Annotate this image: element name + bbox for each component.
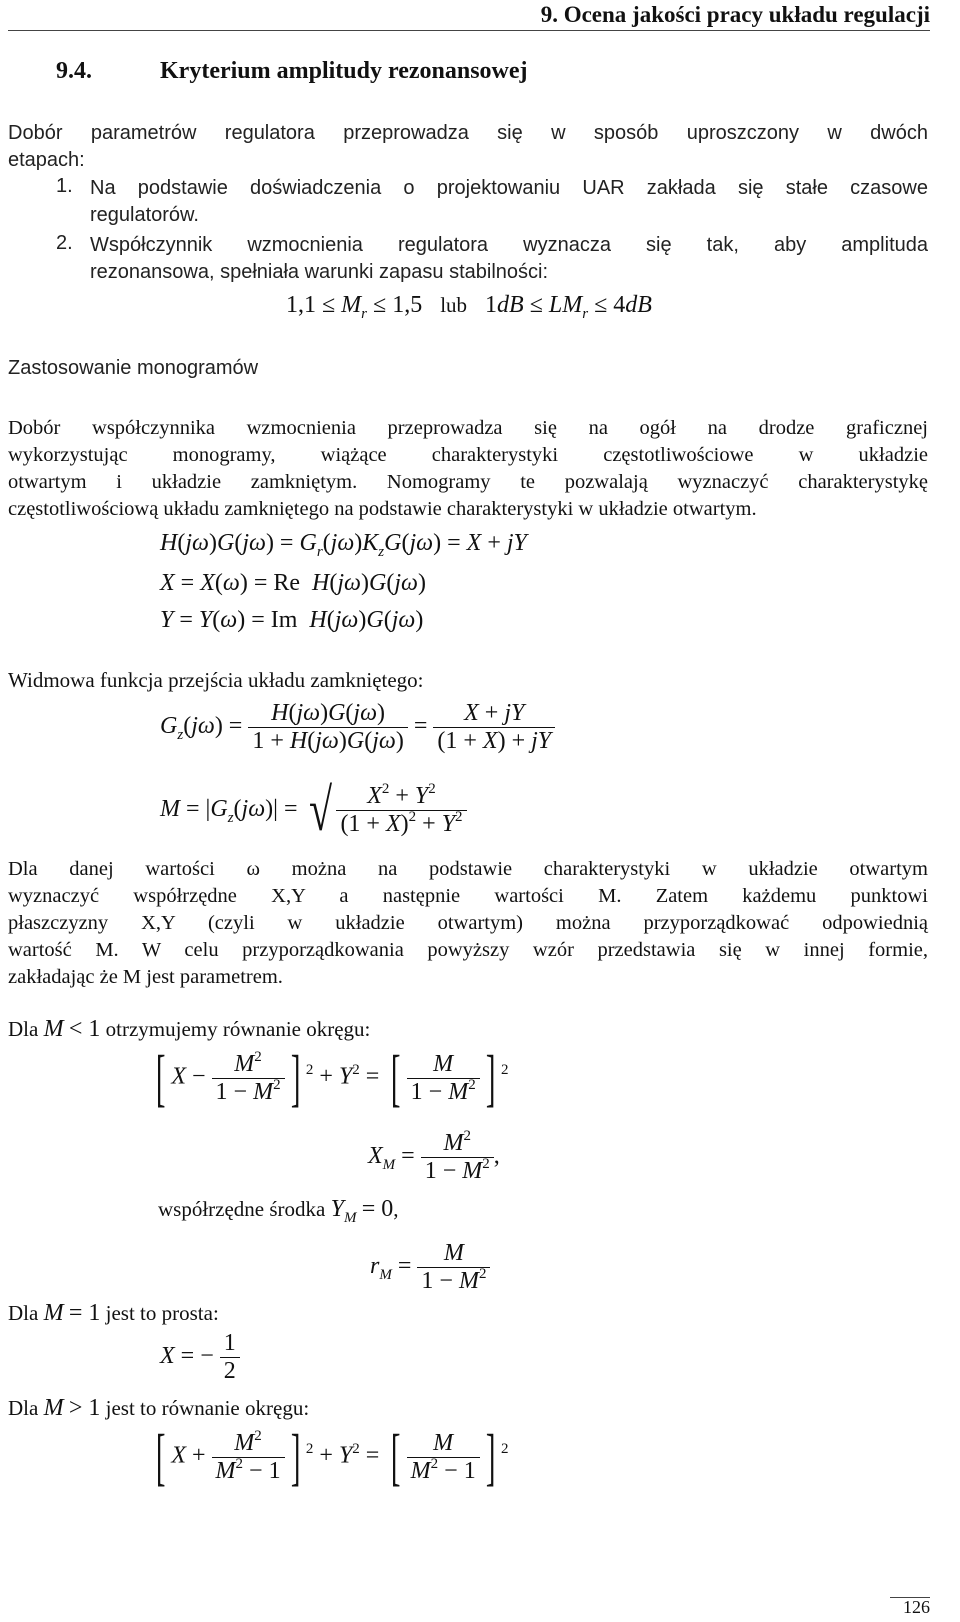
list-item-2-line-1: Współczynnik wzmocnienia regulatora wyznacza się tak, aby amplituda bbox=[90, 234, 928, 256]
cond-or: lub bbox=[440, 293, 468, 317]
equation-line-x: X = − $\frac{1}{2}$ bbox=[160, 1330, 240, 1385]
stability-condition: $1,1 \le M_r \le 1,5$ lub $1dB \le LM_r \le 4dB$ bbox=[286, 292, 652, 322]
case-m-equal-1: Dla M = 1 jest to prosta: bbox=[8, 1300, 219, 1326]
list-item-2 bbox=[90, 232, 928, 286]
equation-circle-m-greater-1: [ X + $\frac{M^2}{M^2 - 1}$ ] $^2 + Y^2$ = [ $\frac{M}{M^2 - 1}$ ] $^2$ bbox=[155, 1421, 509, 1492]
section-number: 9.4. bbox=[56, 58, 92, 84]
equation-y-imag: Y = Y(ω) = Im H(jω)G(jω) bbox=[160, 607, 424, 633]
case3-prefix: Dla bbox=[8, 1396, 39, 1420]
equation-center-x: $X_M$ = $\frac{M^2}{1 - M^2}$ , bbox=[368, 1128, 500, 1184]
chapter-header: 9. Ocena jakości pracy układu regulacji bbox=[540, 2, 930, 27]
explanation-paragraph bbox=[8, 856, 928, 991]
case-m-less-1: Dla M < 1 otrzymujemy równanie okręgu: bbox=[8, 1016, 371, 1042]
para2-line-3: otwartym i układzie zamkniętym. Nomogramy te pozwalają wyznaczyć charakterystykę bbox=[8, 471, 928, 493]
case1-suffix: otrzymujemy równanie okręgu: bbox=[105, 1017, 371, 1041]
nomogram-paragraph bbox=[8, 415, 928, 523]
header-rule bbox=[8, 30, 930, 31]
cond-upper-value: 1,5 bbox=[392, 292, 423, 318]
center-y-line: współrzędne środka $Y_M = 0$, bbox=[158, 1196, 399, 1226]
list-number-2: 2. bbox=[56, 232, 73, 254]
cond-db-lower: 1 bbox=[485, 292, 498, 318]
equation-magnitude: $M = |G_z(j\omega)|$ = √ $\frac{X^2 + Y^2}{(1 + X)^2 + Y^2}$ bbox=[160, 776, 467, 845]
equation-open-loop: $H(j\omega)G(j\omega) = G_r(j\omega)K_zG(j\omega) = X$ + jY bbox=[160, 530, 527, 560]
list-item-1 bbox=[90, 175, 928, 229]
list-number-1: 1. bbox=[56, 175, 73, 197]
im-operator: Im bbox=[270, 607, 298, 633]
para4-line-3: płaszczyzny X,Y (czyli w układzie otwartym) można przyporządkować odpowiednią bbox=[8, 912, 928, 934]
center-label: współrzędne środka bbox=[158, 1197, 326, 1221]
closed-loop-label: Widmowa funkcja przejścia układu zamkniętego: bbox=[8, 668, 424, 692]
equation-radius: $r_M$ = $\frac{M}{1 - M^2}$ bbox=[370, 1240, 490, 1295]
para4-line-2: wyznaczyć współrzędne X,Y a następnie wartości M. Zatem każdemu punktowi bbox=[8, 885, 928, 907]
intro-paragraph bbox=[8, 120, 928, 174]
intro-line-1: Dobór parametrów regulatora przeprowadza się w sposób uproszczony w dwóch bbox=[8, 122, 928, 144]
para4-line-5: zakładając że M jest parametrem. bbox=[8, 966, 283, 988]
cond-lower-value: 1,1 bbox=[286, 292, 316, 318]
para2-line-4: częstotliwościową układu zamkniętego na podstawie charakterystyki w układzie otwartym. bbox=[8, 498, 757, 520]
case3-suffix: jest to równanie okręgu: bbox=[105, 1396, 310, 1420]
case2-suffix: jest to prosta: bbox=[105, 1301, 219, 1325]
section-title: Kryterium amplitudy rezonansowej bbox=[160, 58, 528, 84]
list-item-1-line-1: Na podstawie doświadczenia o projektowaniu UAR zakłada się stałe czasowe bbox=[90, 177, 928, 199]
page-number: 126 bbox=[903, 1597, 930, 1617]
re-operator: Re bbox=[273, 570, 301, 596]
case-m-greater-1: Dla M > 1 jest to równanie okręgu: bbox=[8, 1395, 310, 1421]
intro-line-2: etapach: bbox=[8, 149, 85, 171]
cond-db-upper: 4 bbox=[613, 292, 626, 318]
equation-circle-m-less-1: [ X − $\frac{M^2}{1 - M^2}$ ] $^2 + Y^2$ = [ $\frac{M}{1 - M^2}$ ] $^2$ bbox=[155, 1042, 509, 1113]
subheading: Zastosowanie monogramów bbox=[8, 357, 259, 379]
case1-prefix: Dla bbox=[8, 1017, 39, 1041]
para4-line-4: wartość M. W celu przyporządkowania powyższy wzór przedstawia się w innej formie, bbox=[8, 939, 928, 961]
list-item-2-line-2: rezonansowa, spełniała warunki zapasu stabilności: bbox=[90, 261, 549, 283]
para2-line-2: wykorzystując monogramy, wiążące charakterystyki częstotliwościowe w układzie bbox=[8, 444, 928, 466]
equation-x-real: X = X(ω) = Re H(jω)G(jω) bbox=[160, 570, 426, 596]
para4-line-1: Dla danej wartości ω można na podstawie charakterystyki w układzie otwartym bbox=[8, 858, 928, 880]
equation-closed-loop: $G_z(j\omega)$ = $\frac{H(j\omega)G(j\omega)}{1 + H(j\omega)G(j\omega)}$ = $\frac{X + jY}{(1 + X) + jY}$ bbox=[160, 700, 555, 755]
case2-prefix: Dla bbox=[8, 1301, 39, 1325]
list-item-1-line-2: regulatorów. bbox=[90, 204, 199, 226]
para2-line-1: Dobór współczynnika wzmocnienia przeprowadza się na ogół na drodze graficznej bbox=[8, 417, 928, 439]
